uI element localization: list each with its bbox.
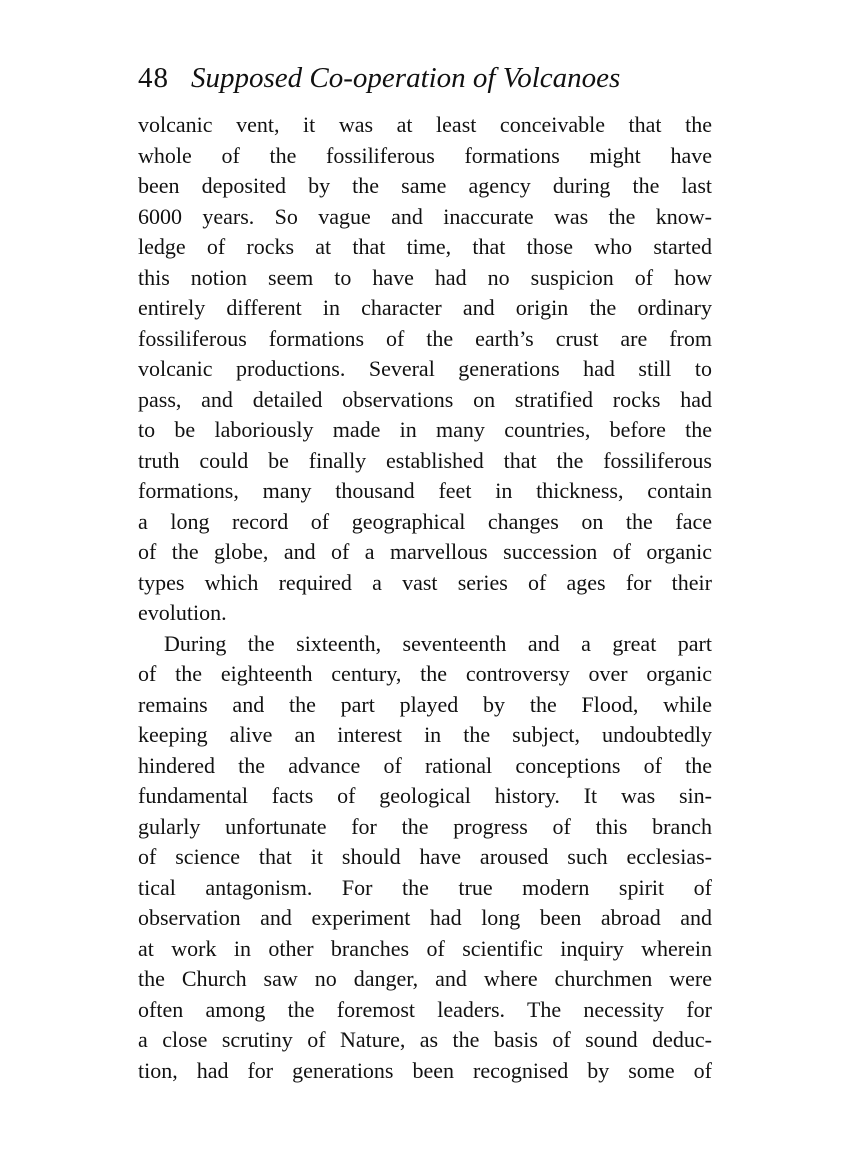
text-line: formations, many thousand feet in thickness, contain — [138, 478, 712, 503]
text-line: entirely different in character and origin the ordinary — [138, 295, 712, 320]
text-line: ledge of rocks at that time, that those who started — [138, 234, 712, 259]
text-line: remains and the part played by the Flood, while — [138, 691, 712, 717]
text-line: observation and experiment had long been abroad and — [138, 905, 712, 930]
text-line: to be laboriously made in many countries, before the — [138, 417, 712, 442]
text-line: pass, and detailed observations on stratified rocks had — [138, 386, 712, 412]
text-line: During the sixteenth, seventeenth and a great part — [164, 630, 712, 656]
text-line: of science that it should have aroused such ecclesias- — [138, 844, 712, 869]
text-line: been deposited by the same agency during the last — [138, 173, 712, 198]
body-text — [138, 110, 712, 1086]
running-header — [138, 58, 620, 98]
text-line: evolution. — [138, 600, 227, 625]
text-line: gularly unfortunate for the progress of this branch — [138, 813, 712, 839]
text-line: volcanic productions. Several generations had still to — [138, 356, 712, 381]
text-line: fundamental facts of geological history. It was sin- — [138, 783, 712, 808]
text-line: at work in other branches of scientific inquiry wherein — [138, 935, 712, 961]
text-line: of the globe, and of a marvellous succession of organic — [138, 539, 712, 564]
page-number: 48 — [138, 62, 169, 94]
text-line: a close scrutiny of Nature, as the basis of sound deduc- — [138, 1027, 712, 1052]
text-line: of the eighteenth century, the controversy over organic — [138, 661, 712, 686]
text-line: hindered the advance of rational conceptions of the — [138, 752, 712, 778]
text-line: truth could be finally established that the fossiliferous — [138, 447, 712, 473]
text-line: 6000 years. So vague and inaccurate was the know- — [138, 203, 712, 229]
text-line: this notion seem to have had no suspicion of how — [138, 264, 712, 290]
text-line: types which required a vast series of ages for their — [138, 569, 712, 595]
text-line: tical antagonism. For the true modern spirit of — [138, 874, 712, 900]
text-line: keeping alive an interest in the subject, undoubtedly — [138, 722, 712, 747]
text-line: a long record of geographical changes on the face — [138, 508, 712, 534]
text-line: the Church saw no danger, and where churchmen were — [138, 966, 712, 991]
text-line: volcanic vent, it was at least conceivable that the — [138, 112, 712, 137]
text-line: whole of the fossiliferous formations might have — [138, 142, 712, 168]
paragraph-1 — [138, 110, 712, 629]
paragraph-2 — [138, 629, 712, 1087]
text-line: often among the foremost leaders. The necessity for — [138, 996, 712, 1022]
text-line: fossiliferous formations of the earth’s crust are from — [138, 325, 712, 351]
running-title: Supposed Co-operation of Volcanoes — [191, 62, 621, 94]
text-line: tion, had for generations been recognised by some of — [138, 1057, 712, 1083]
